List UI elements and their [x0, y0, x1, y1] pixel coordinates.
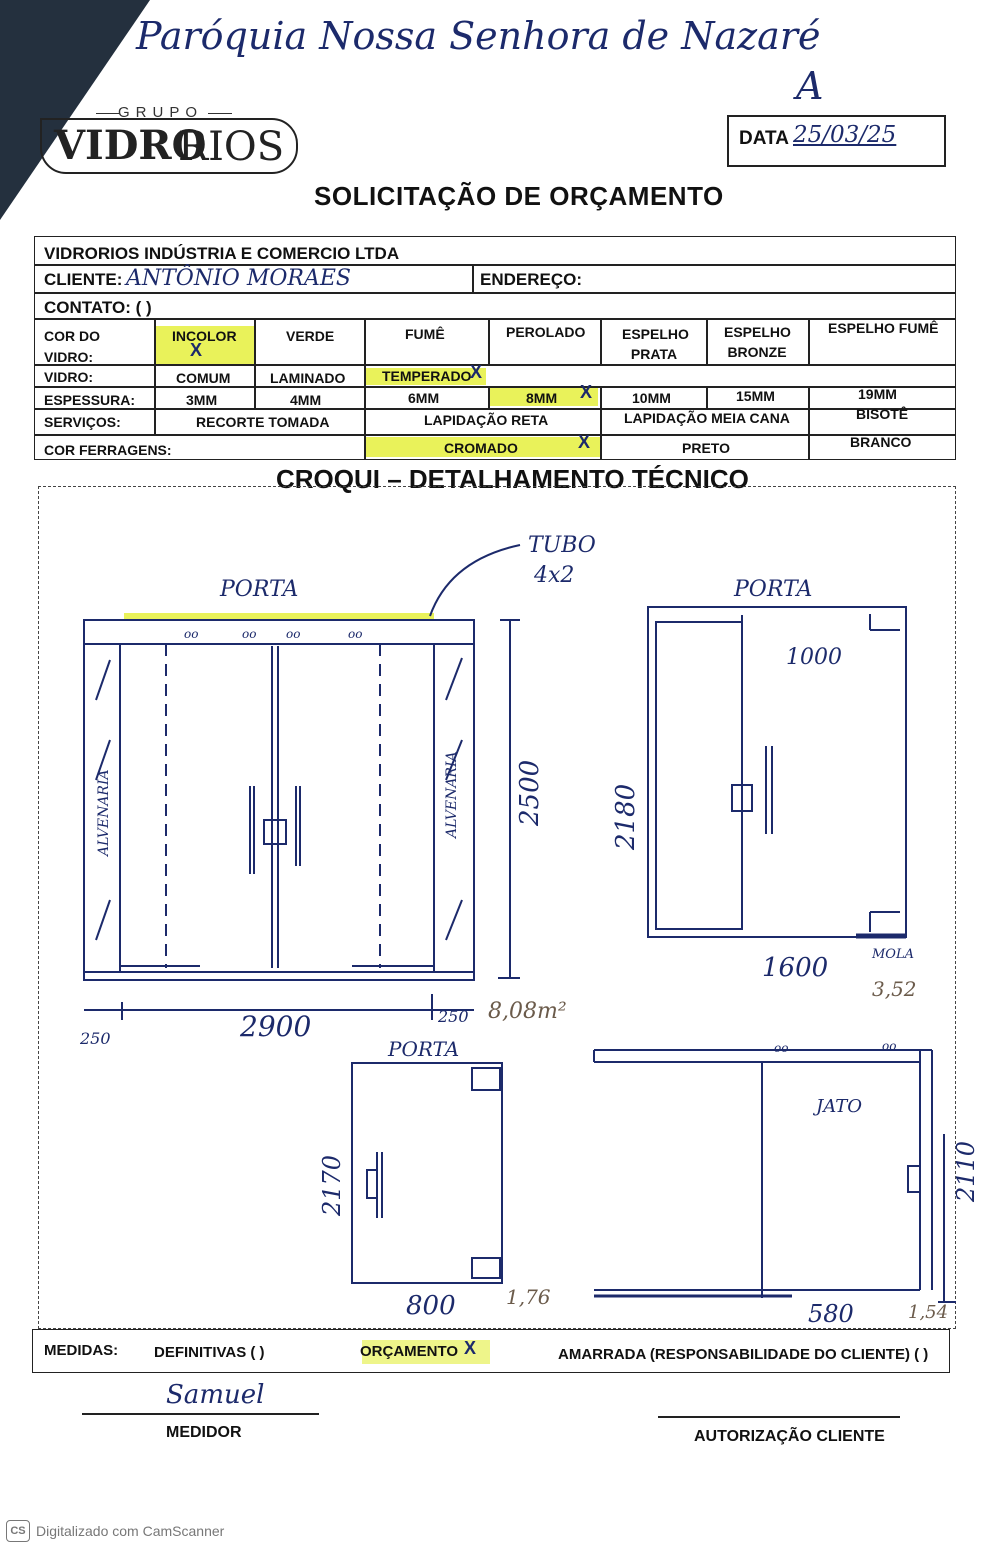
option-espelho-fume: ESPELHO FUMÊ	[828, 320, 939, 336]
s1-height: 2500	[515, 759, 545, 826]
s1-width: 2900	[240, 1010, 312, 1043]
s2-leaf-width: 1000	[786, 645, 842, 670]
date-value: 25/03/25	[793, 122, 897, 148]
option-verde: VERDE	[286, 328, 335, 344]
option-laminado: LAMINADO	[270, 370, 346, 386]
svg-text:oo: oo	[348, 627, 363, 641]
check-mark-orcamento: X	[464, 1338, 477, 1358]
s2-area: 3,52	[872, 977, 917, 1001]
check-mark-8mm: X	[580, 382, 593, 402]
client-signature-line	[658, 1416, 900, 1418]
client-value: ANTÔNIO MORAES	[126, 266, 351, 291]
svg-text:oo: oo	[242, 627, 257, 641]
address-label: ENDEREÇO:	[480, 270, 583, 289]
check-mark-cromado: X	[578, 432, 591, 452]
check-mark-incolor: X	[190, 340, 203, 360]
client-label: CLIENTE:	[44, 270, 123, 289]
option-definitivas: DEFINITIVAS ( )	[154, 1344, 265, 1361]
option-orcamento: ORÇAMENTO	[360, 1343, 459, 1360]
option-incolor: INCOLOR	[172, 328, 237, 344]
option-6mm: 6MM	[408, 390, 440, 406]
s1-left-margin: 250	[80, 1029, 111, 1048]
sketch-title: CROQUI – DETALHAMENTO TÉCNICO	[276, 464, 749, 494]
s1-right-margin: 250	[438, 1007, 469, 1026]
s1-wall-left: ALVENARIA	[96, 769, 112, 856]
logo-grupo-text: GRUPO	[118, 104, 204, 121]
option-8mm: 8MM	[526, 390, 558, 406]
s3-height: 2170	[318, 1154, 346, 1216]
s2-porta-label: PORTA	[734, 577, 813, 602]
option-4mm: 4MM	[290, 392, 322, 408]
medidor-signature-line	[82, 1413, 319, 1415]
s4-area: 1,54	[908, 1302, 949, 1323]
option-fume: FUMÊ	[405, 326, 445, 342]
option-perolado: PEROLADO	[506, 324, 586, 340]
glass-color-label: COR DO VIDRO:	[44, 328, 100, 365]
s3-area: 1,76	[506, 1285, 551, 1309]
s3-porta-label: PORTA	[388, 1037, 460, 1061]
s2-mola: MOLA	[872, 947, 914, 962]
svg-text:oo: oo	[882, 1039, 897, 1053]
glass-type-label: VIDRO:	[44, 369, 93, 385]
option-lapidacao-meia-cana: LAPIDAÇÃO MEIA CANA	[624, 410, 790, 426]
s1-area: 8,08m²	[488, 999, 567, 1024]
option-amarrada: AMARRADA (RESPONSABILIDADE DO CLIENTE) ( )	[558, 1346, 929, 1363]
services-label: SERVIÇOS:	[44, 414, 121, 430]
option-espelho-prata: ESPELHO PRATA	[622, 326, 689, 362]
thickness-label: ESPESSURA:	[44, 392, 136, 408]
option-recorte-tomada: RECORTE TOMADA	[196, 414, 330, 430]
document-title: SOLICITAÇÃO DE ORÇAMENTO	[314, 181, 724, 211]
svg-text:oo: oo	[286, 627, 301, 641]
option-comum: COMUM	[176, 370, 231, 386]
medidor-label: MEDIDOR	[166, 1424, 242, 1441]
logo-rios-text: RIOS	[178, 124, 285, 170]
handwritten-letter: A	[796, 64, 824, 108]
s4-width: 580	[808, 1300, 854, 1328]
option-10mm: 10MM	[632, 390, 671, 406]
date-label: DATA	[739, 128, 789, 149]
hardware-label: COR FERRAGENS:	[44, 442, 172, 458]
s2-width: 1600	[762, 953, 829, 983]
option-cromado: CROMADO	[444, 440, 518, 456]
camscanner-icon: CS	[6, 1520, 30, 1542]
measures-label: MEDIDAS:	[44, 1342, 119, 1359]
option-lapidacao-reta: LAPIDAÇÃO RETA	[424, 412, 549, 428]
handwritten-title: Paróquia Nossa Senhora de Nazaré	[136, 14, 821, 58]
medidor-signature: Samuel	[166, 1380, 265, 1410]
s2-height: 2180	[611, 783, 641, 850]
option-temperado: TEMPERADO	[382, 368, 472, 384]
s4-height: 2110	[952, 1140, 980, 1202]
option-19mm: 19MM	[858, 386, 897, 402]
company-name: VIDRORIOS INDÚSTRIA E COMERCIO LTDA	[44, 244, 400, 263]
option-espelho-bronze: ESPELHO BRONZE	[724, 324, 791, 360]
s1-porta-label: PORTA	[220, 577, 299, 602]
client-authorization-label: AUTORIZAÇÃO CLIENTE	[694, 1428, 885, 1445]
option-branco: BRANCO	[850, 434, 912, 450]
s3-width: 800	[406, 1291, 456, 1321]
option-bisote: BISOTÊ	[856, 406, 909, 422]
scanner-footer: Digitalizado com CamScanner	[36, 1523, 225, 1539]
check-mark-temperado: X	[470, 362, 483, 382]
logo-vidro-text: VIDRO	[54, 122, 207, 169]
svg-text:oo: oo	[774, 1041, 789, 1055]
svg-text:oo: oo	[184, 627, 199, 641]
option-3mm: 3MM	[186, 392, 218, 408]
s4-jato-label: JATO	[816, 1096, 862, 1117]
s1-tube-label: TUBO	[528, 533, 596, 558]
option-15mm: 15MM	[736, 388, 775, 404]
s1-wall-right: ALVENARIA	[444, 751, 460, 838]
s1-tube-size: 4x2	[534, 563, 575, 588]
option-preto: PRETO	[682, 440, 730, 456]
contact-label: CONTATO: ( )	[44, 298, 152, 317]
